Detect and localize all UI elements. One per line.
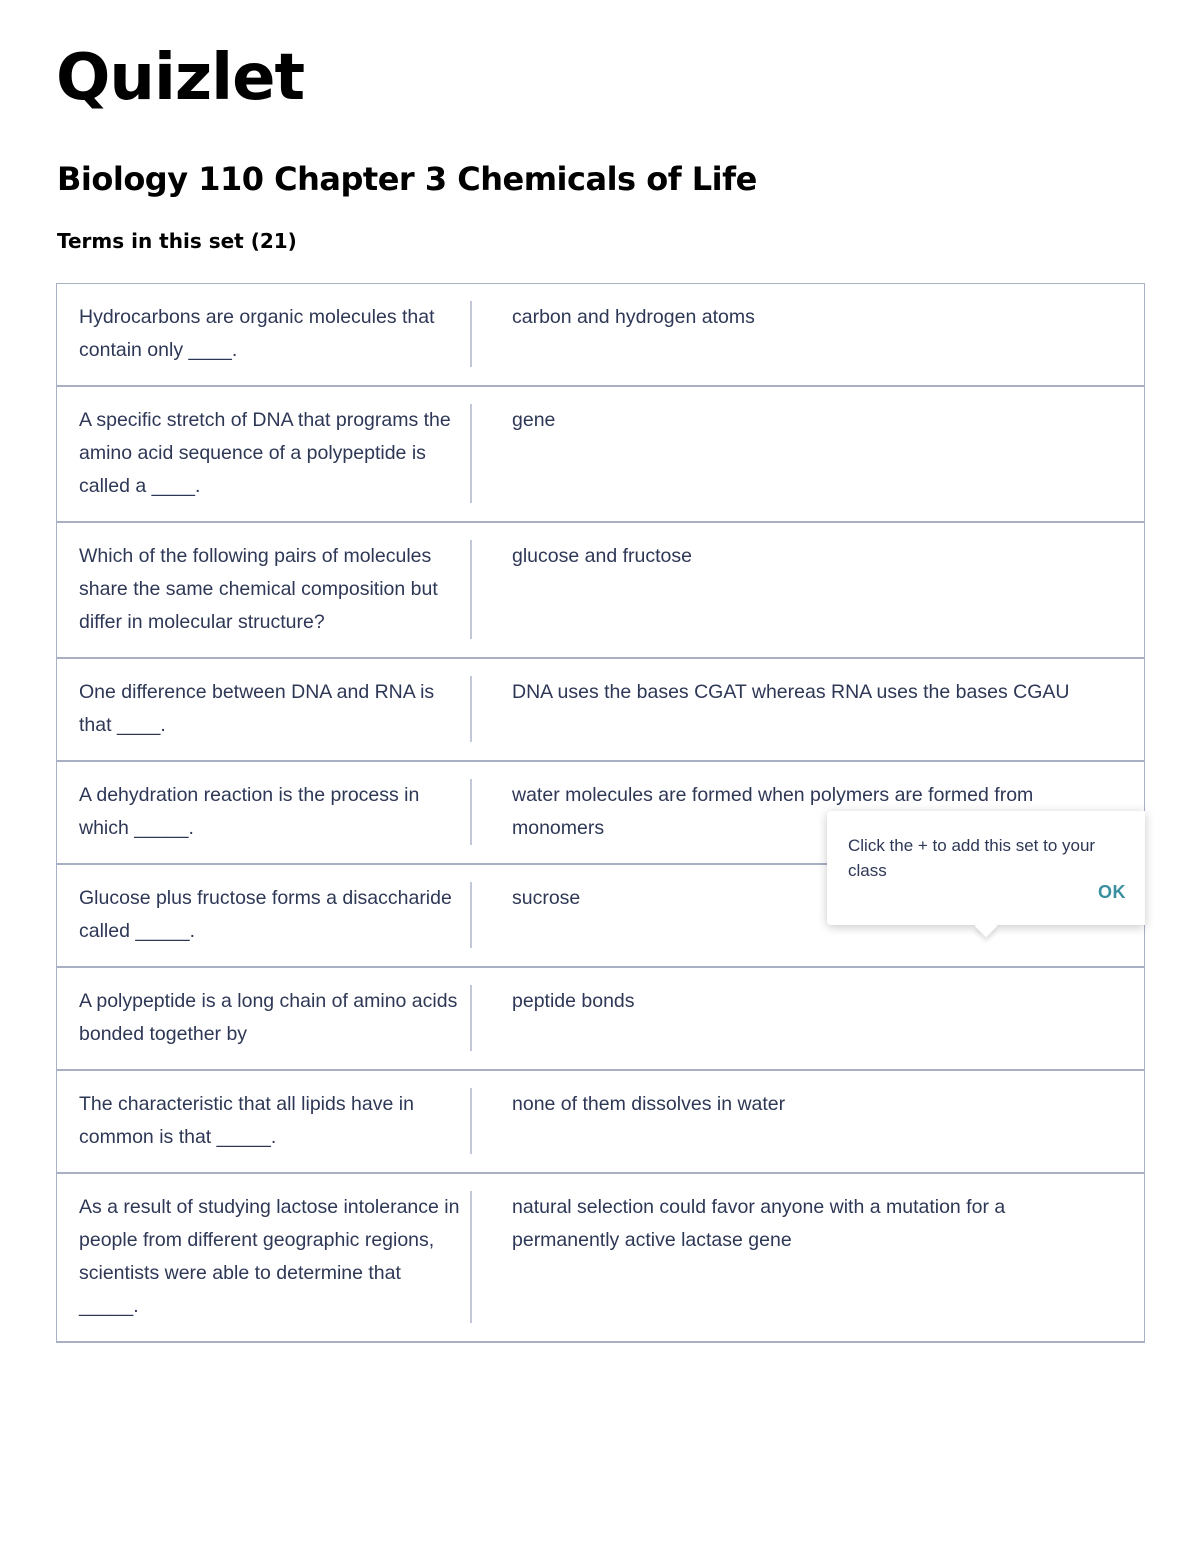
tooltip-ok-button[interactable]: OK bbox=[1098, 882, 1126, 902]
definition-text: none of them dissolves in water bbox=[512, 1093, 786, 1115]
term-card bbox=[56, 1070, 1145, 1174]
definition-text: water molecules are formed when polymers are formed from monomers bbox=[512, 784, 1034, 839]
term-card bbox=[56, 386, 1145, 523]
term-text: Which of the following pairs of molecules share the same chemical composition but differ in molecular structure? bbox=[57, 540, 472, 639]
term-card bbox=[56, 522, 1145, 659]
definition-text: peptide bonds bbox=[512, 990, 635, 1012]
term-card bbox=[56, 967, 1145, 1071]
term-card bbox=[56, 1173, 1145, 1343]
term-text: A specific stretch of DNA that programs the amino acid sequence of a polypeptide is called a ____. bbox=[57, 404, 472, 503]
quizlet-logo[interactable]: Quizlet bbox=[56, 41, 305, 115]
term-text: Hydrocarbons are organic molecules that contain only ____. bbox=[57, 301, 472, 367]
definition-text: natural selection could favor anyone with a mutation for a permanently active lactase gene bbox=[512, 1196, 1006, 1251]
term-text: The characteristic that all lipids have in common is that _____. bbox=[57, 1088, 472, 1154]
term-text: A dehydration reaction is the process in which _____. bbox=[57, 779, 472, 845]
add-to-class-tooltip bbox=[827, 811, 1145, 925]
term-text: As a result of studying lactose intolerance in people from different geographic regions, scientists were able to determine that _____. bbox=[57, 1191, 472, 1323]
term-text: Glucose plus fructose forms a disaccharide called _____. bbox=[57, 882, 472, 948]
tooltip-message: Click the + to add this set to your class bbox=[848, 836, 1096, 880]
terms-count-heading: Terms in this set (21) bbox=[57, 229, 297, 253]
term-card bbox=[56, 658, 1145, 762]
term-text: One difference between DNA and RNA is that ____. bbox=[57, 676, 472, 742]
page-title: Biology 110 Chapter 3 Chemicals of Life bbox=[57, 160, 757, 198]
term-card bbox=[56, 283, 1145, 387]
definition-text: gene bbox=[512, 409, 556, 431]
definition-text: glucose and fructose bbox=[512, 545, 692, 567]
definition-text: carbon and hydrogen atoms bbox=[512, 306, 755, 328]
definition-text: DNA uses the bases CGAT whereas RNA uses the bases CGAU bbox=[512, 681, 1070, 703]
term-text: A polypeptide is a long chain of amino acids bonded together by bbox=[57, 985, 472, 1051]
definition-text: sucrose bbox=[512, 887, 581, 909]
